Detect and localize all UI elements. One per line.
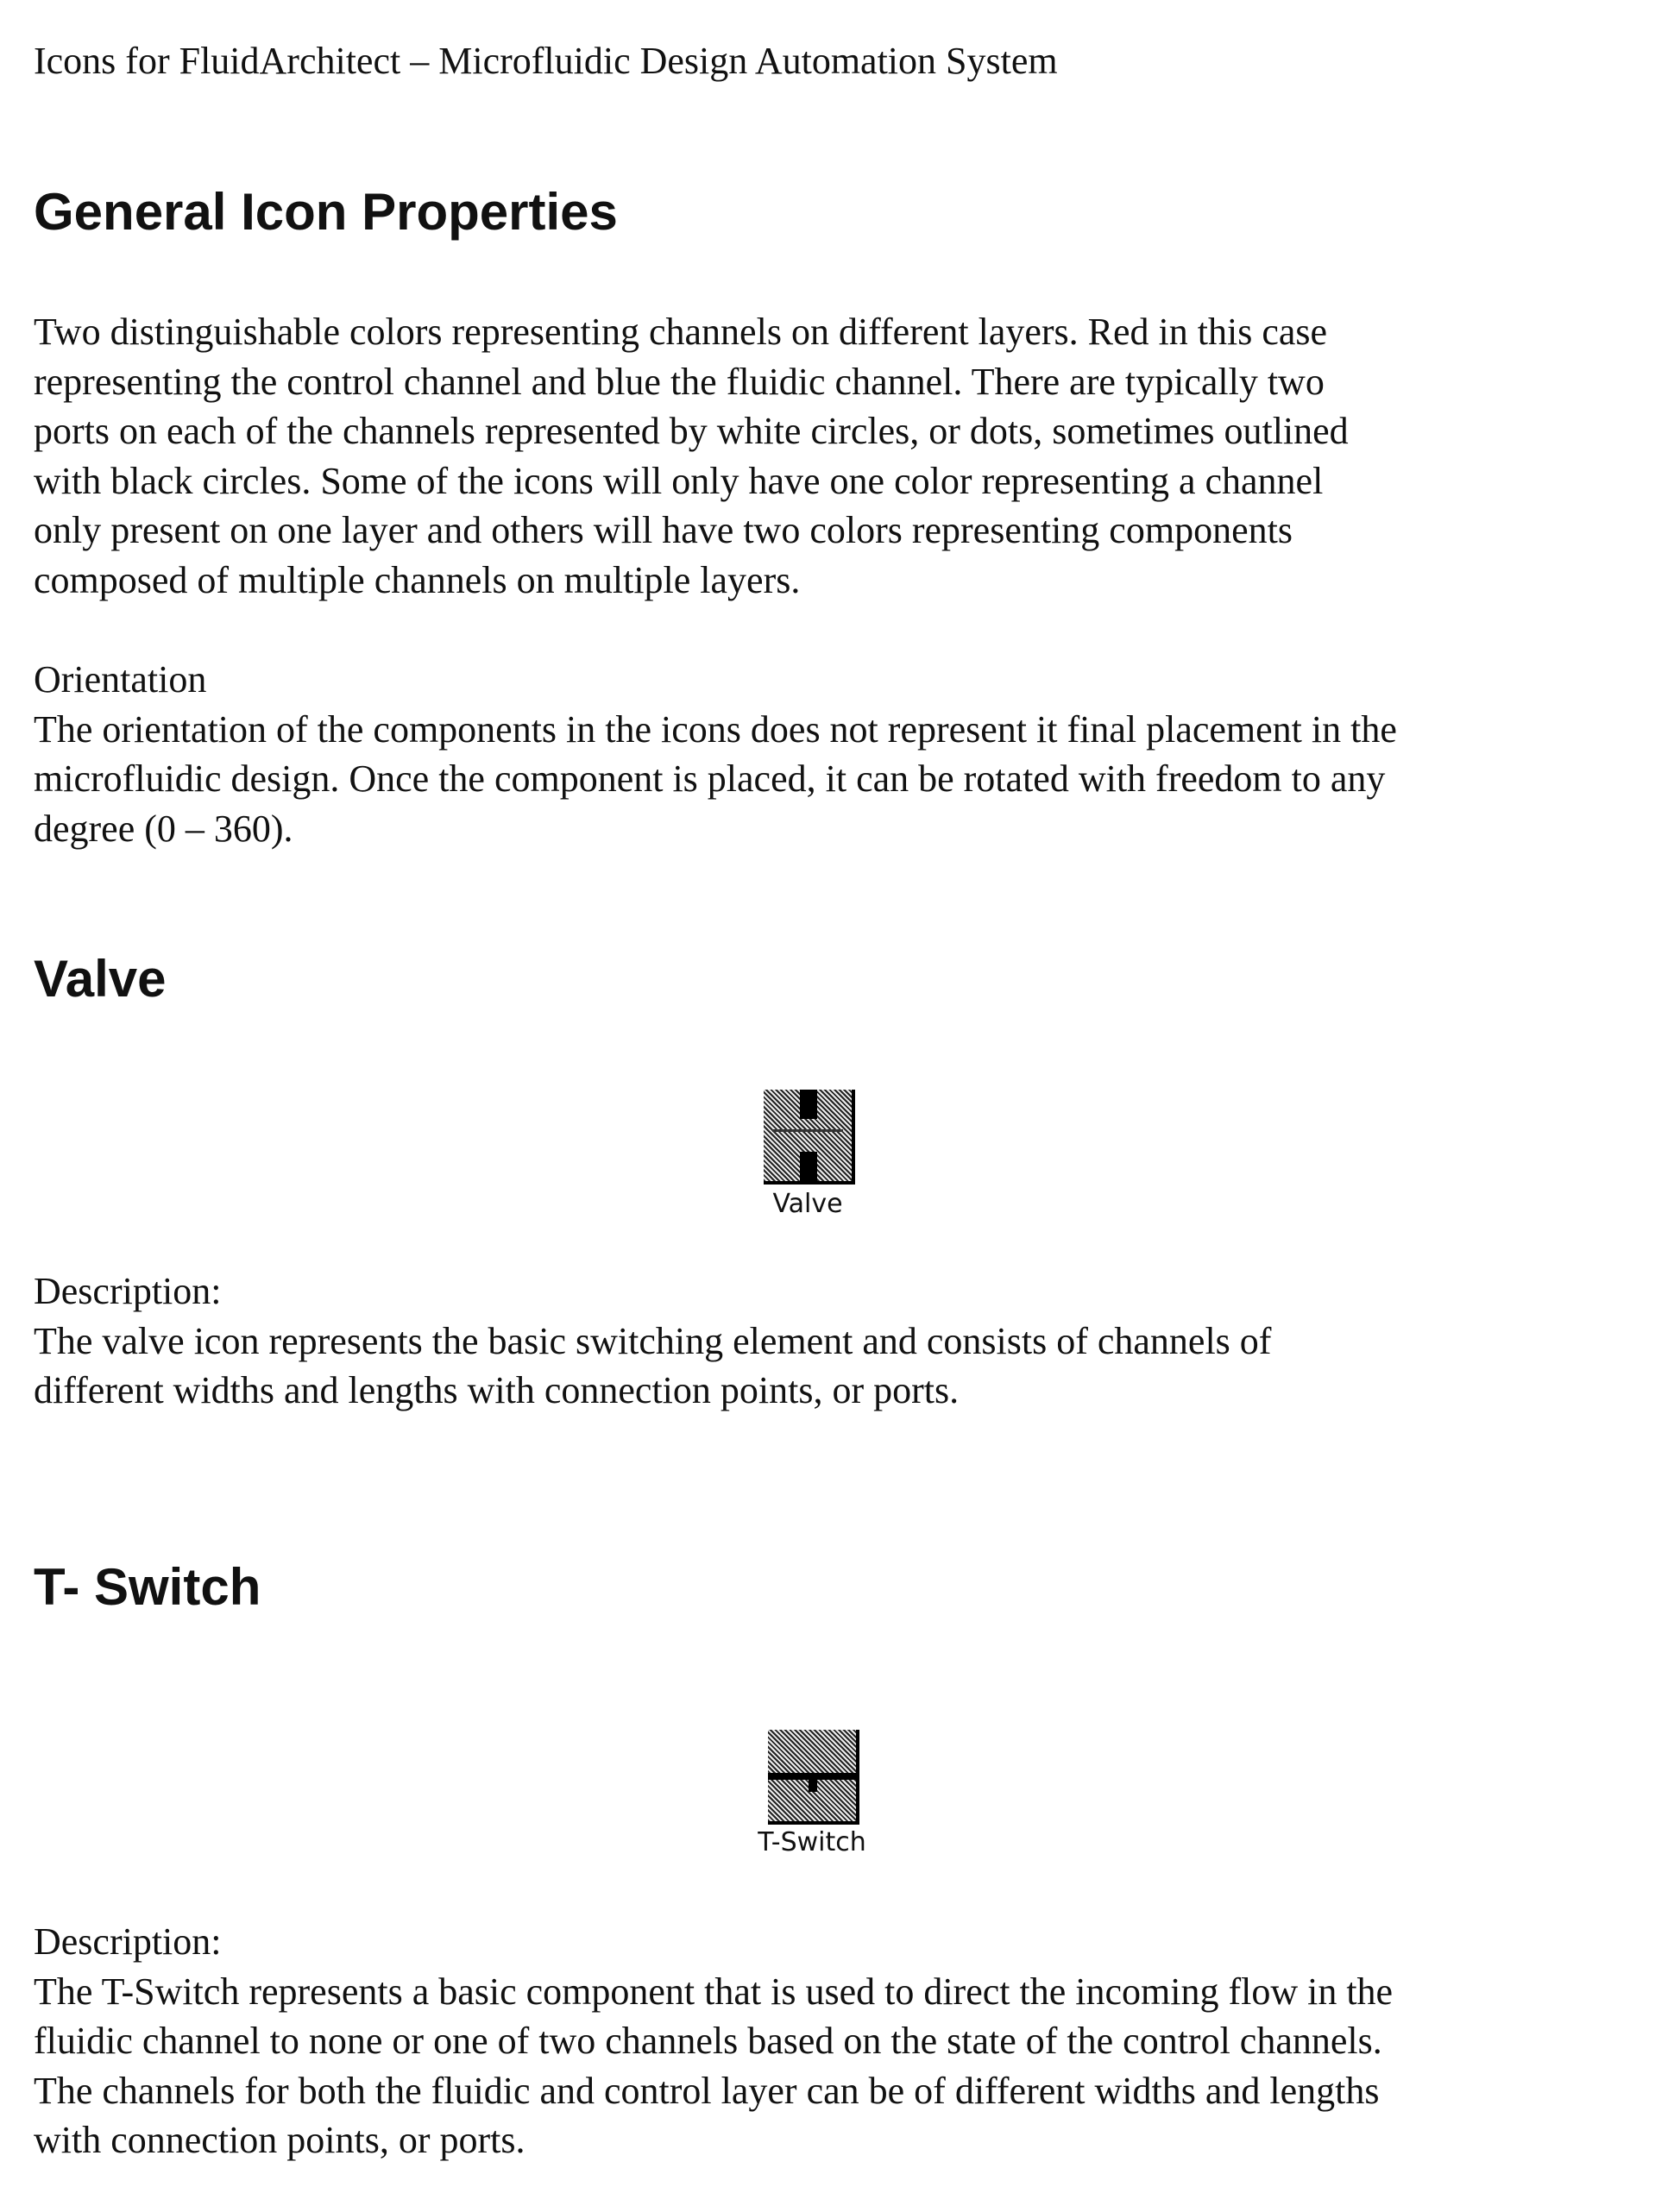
t-switch-description bbox=[34, 1917, 1656, 2165]
valve-icon bbox=[764, 1090, 855, 1185]
valve-icon-label: Valve bbox=[721, 1189, 894, 1219]
paragraph-line: degree (0 – 360). bbox=[34, 804, 1656, 854]
paragraph-line: with black circles. Some of the icons will only have one color representing a channel bbox=[34, 456, 1656, 506]
paragraph-line: representing the control channel and blue the fluidic channel. There are typically two bbox=[34, 357, 1656, 407]
paragraph-line: The channels for both the fluidic and control layer can be of different widths and lengths bbox=[34, 2066, 1656, 2116]
t-switch-icon bbox=[768, 1730, 859, 1825]
orientation-label: Orientation bbox=[34, 655, 1656, 705]
general-paragraph bbox=[34, 307, 1656, 605]
paragraph-line: with connection points, or ports. bbox=[34, 2115, 1656, 2165]
t-switch-icon-label: T-Switch bbox=[726, 1827, 898, 1857]
heading-general-icon-properties: General Icon Properties bbox=[34, 182, 618, 242]
heading-t-switch: T- Switch bbox=[34, 1557, 261, 1618]
valve-description bbox=[34, 1266, 1656, 1416]
paragraph-line: only present on one layer and others will have two colors representing components bbox=[34, 506, 1656, 556]
paragraph-line: composed of multiple channels on multiple layers. bbox=[34, 556, 1656, 606]
paragraph-line: fluidic channel to none or one of two channels based on the state of the control channels. bbox=[34, 2016, 1656, 2066]
paragraph-line: The T-Switch represents a basic component that is used to direct the incoming flow in the bbox=[34, 1967, 1656, 2017]
paragraph-line: ports on each of the channels represented by white circles, or dots, sometimes outlined bbox=[34, 406, 1656, 456]
paragraph-line: different widths and lengths with connection points, or ports. bbox=[34, 1366, 1656, 1416]
paragraph-line: microfluidic design. Once the component is placed, it can be rotated with freedom to any bbox=[34, 754, 1656, 804]
document-title: Icons for FluidArchitect – Microfluidic Design Automation System bbox=[34, 36, 1656, 86]
heading-valve: Valve bbox=[34, 949, 167, 1009]
paragraph-line: Two distinguishable colors representing channels on different layers. Red in this case bbox=[34, 307, 1656, 357]
description-label: Description: bbox=[34, 1266, 1656, 1317]
paragraph-line: The valve icon represents the basic switching element and consists of channels of bbox=[34, 1317, 1656, 1367]
description-label: Description: bbox=[34, 1917, 1656, 1967]
paragraph-line: The orientation of the components in the icons does not represent it final placement in the bbox=[34, 705, 1656, 755]
orientation-section bbox=[34, 655, 1656, 853]
